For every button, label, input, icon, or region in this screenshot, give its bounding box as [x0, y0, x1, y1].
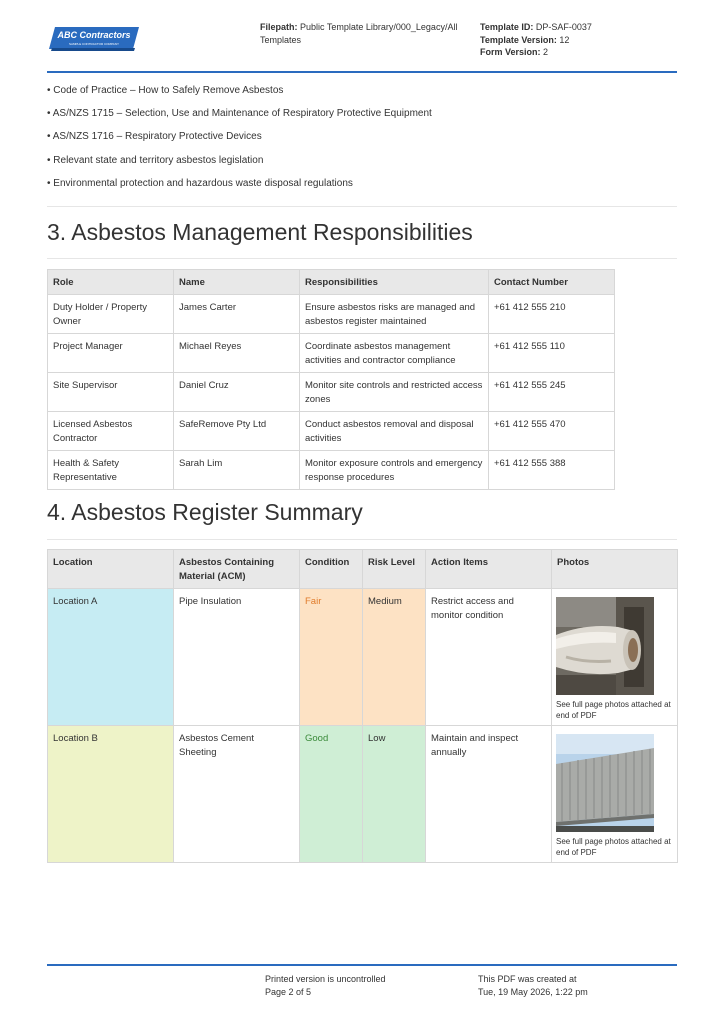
abc-contractors-logo — [49, 24, 139, 52]
column-header: Photos — [552, 550, 678, 589]
divider — [47, 539, 677, 540]
form-version-label: Form Version: — [480, 47, 541, 57]
name-cell: Michael Reyes — [174, 334, 300, 373]
role-cell: Health & Safety Representative — [48, 451, 174, 490]
list-item: • Environmental protection and hazardous waste disposal regulations — [47, 177, 353, 189]
name-cell: SafeRemove Pty Ltd — [174, 412, 300, 451]
filepath-value: Public Template Library/000_Legacy/All Templates — [260, 22, 458, 45]
column-header: Contact Number — [489, 270, 615, 295]
page-number: Page 2 of 5 — [265, 986, 312, 997]
table-row — [48, 295, 615, 334]
name-cell: James Carter — [174, 295, 300, 334]
location-cell: Location B — [48, 726, 174, 863]
template-version-label: Template Version: — [480, 34, 557, 45]
action-items-cell: Maintain and inspect annually — [426, 726, 552, 863]
logo-tagline: SAMPLE CONTRACTOR COMPANY — [69, 42, 119, 46]
condition-cell: Good — [300, 726, 363, 863]
risk-level-cell: Low — [363, 726, 426, 863]
contact-cell: +61 412 555 110 — [489, 334, 615, 373]
section-title-responsibilities: 3. Asbestos Management Responsibilities — [47, 219, 473, 245]
uncontrolled-notice: Printed version is uncontrolled — [265, 974, 386, 984]
column-header: Action Items — [426, 550, 552, 589]
table-header-row — [48, 550, 678, 589]
footer-print-info — [265, 973, 465, 998]
list-item: • Relevant state and territory asbestos legislation — [47, 154, 264, 166]
table-row — [48, 373, 615, 412]
logo-text: ABC Contractors — [57, 30, 131, 40]
column-header: Asbestos Containing Material (ACM) — [174, 550, 300, 589]
template-id-label: Template ID: — [480, 22, 534, 32]
column-header: Responsibilities — [300, 270, 489, 295]
references-list — [47, 85, 677, 201]
created-timestamp: Tue, 19 May 2026, 1:22 pm — [478, 986, 588, 997]
divider — [47, 206, 677, 207]
footer-created-info — [478, 973, 678, 998]
table-row — [48, 589, 678, 726]
divider — [47, 258, 677, 259]
page-header — [47, 0, 677, 73]
acm-cell: Pipe Insulation — [174, 589, 300, 726]
form-version-value: 2 — [543, 47, 549, 57]
role-cell: Licensed Asbestos Contractor — [48, 412, 174, 451]
contact-cell: +61 412 555 210 — [489, 295, 615, 334]
column-header: Role — [48, 270, 174, 295]
template-version-value: 12 — [559, 34, 570, 45]
column-header: Risk Level — [363, 550, 426, 589]
pipe-insulation-photo[interactable] — [556, 597, 654, 695]
condition-cell: Fair — [300, 589, 363, 726]
photo-cell — [552, 589, 678, 726]
table-row — [48, 334, 615, 373]
section-title-register-summary: 4. Asbestos Register Summary — [47, 499, 363, 525]
column-header: Condition — [300, 550, 363, 589]
risk-level-cell: Medium — [363, 589, 426, 726]
responsibilities-cell: Coordinate asbestos management activities and contractor compliance — [300, 334, 489, 373]
role-cell: Site Supervisor — [48, 373, 174, 412]
name-cell: Sarah Lim — [174, 451, 300, 490]
table-row — [48, 451, 615, 490]
contact-cell: +61 412 555 470 — [489, 412, 615, 451]
template-meta — [480, 21, 680, 59]
page-footer — [47, 964, 677, 997]
column-header: Name — [174, 270, 300, 295]
responsibilities-cell: Conduct asbestos removal and disposal activities — [300, 412, 489, 451]
column-header: Location — [48, 550, 174, 589]
table-row — [48, 726, 678, 863]
contact-cell: +61 412 555 245 — [489, 373, 615, 412]
responsibilities-cell: Monitor site controls and restricted access zones — [300, 373, 489, 412]
created-label: This PDF was created at — [478, 974, 577, 984]
photo-note: See full page photos attached at end of PDF — [556, 700, 671, 720]
table-header-row — [48, 270, 615, 295]
name-cell: Daniel Cruz — [174, 373, 300, 412]
action-items-cell: Restrict access and monitor condition — [426, 589, 552, 726]
list-item: • AS/NZS 1716 – Respiratory Protective Devices — [47, 131, 262, 143]
photo-cell — [552, 726, 678, 863]
register-summary-table — [47, 549, 678, 863]
responsibilities-table — [47, 269, 615, 490]
responsibilities-cell: Ensure asbestos risks are managed and asbestos register maintained — [300, 295, 489, 334]
list-item: • AS/NZS 1715 – Selection, Use and Maintenance of Respiratory Protective Equipment — [47, 108, 432, 120]
contact-cell: +61 412 555 388 — [489, 451, 615, 490]
table-row — [48, 412, 615, 451]
list-item: • Code of Practice – How to Safely Remove Asbestos — [47, 85, 284, 96]
template-id-value: DP-SAF-0037 — [535, 22, 592, 32]
cement-sheeting-roof-photo[interactable] — [556, 734, 654, 832]
photo-note: See full page photos attached at end of PDF — [556, 837, 671, 857]
location-cell: Location A — [48, 589, 174, 726]
role-cell: Project Manager — [48, 334, 174, 373]
acm-cell: Asbestos Cement Sheeting — [174, 726, 300, 863]
filepath-label: Filepath: — [260, 22, 298, 32]
filepath — [260, 21, 460, 46]
role-cell: Duty Holder / Property Owner — [48, 295, 174, 334]
responsibilities-cell: Monitor exposure controls and emergency response procedures — [300, 451, 489, 490]
